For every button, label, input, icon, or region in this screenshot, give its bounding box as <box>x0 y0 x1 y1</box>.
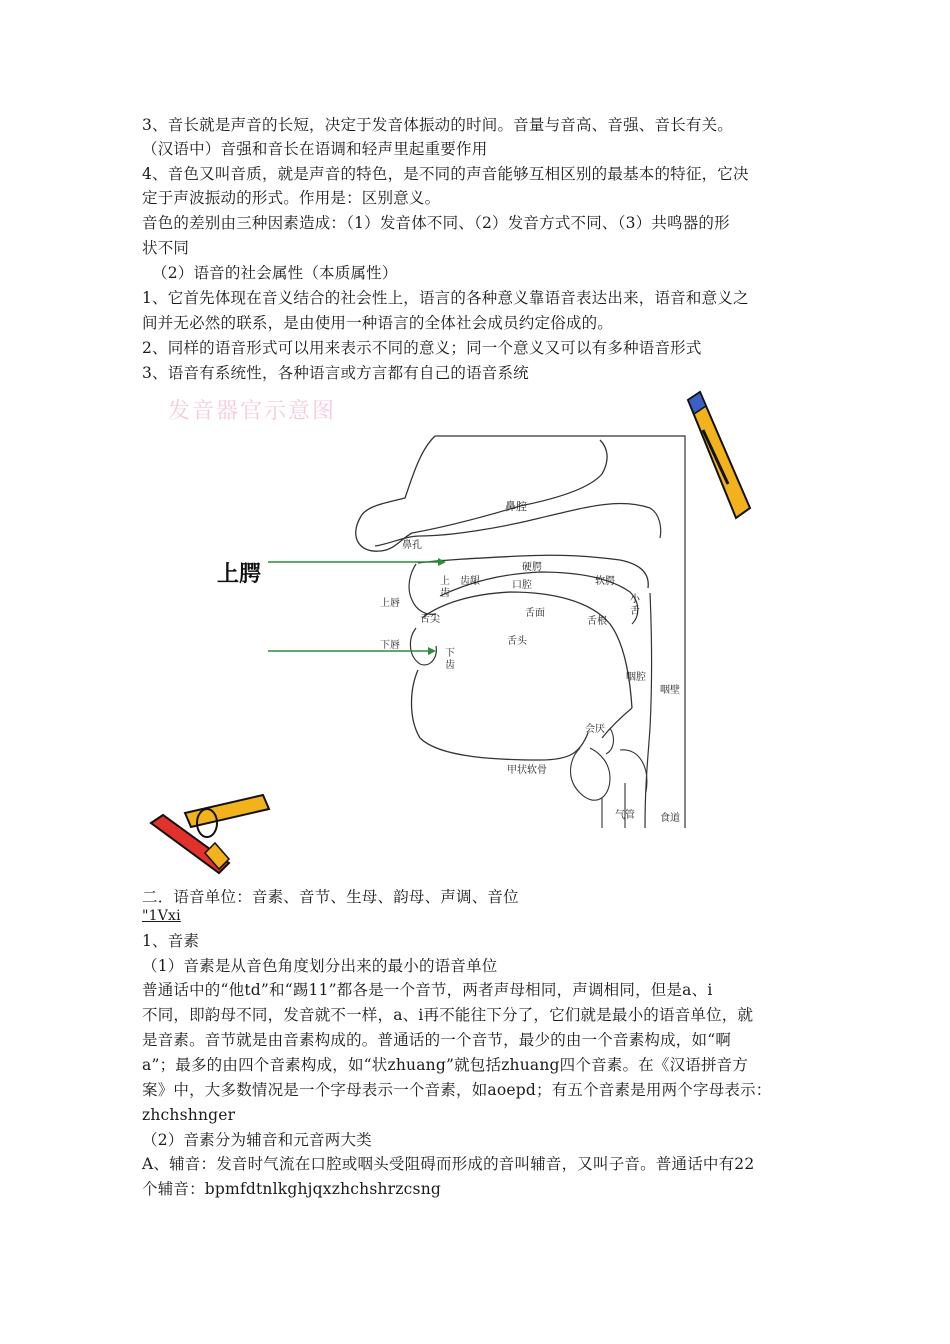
paragraph-line: 2、同样的语音形式可以用来表示不同的意义；同一个意义又可以有多种语音形式 <box>142 339 702 357</box>
paragraph-line: A、辅音：发音时气流在口腔或咽头受阻碍而形成的音叫辅音，又叫子音。普通话中有22 <box>142 1155 755 1173</box>
label-tongue-body: 舌头 <box>507 636 527 647</box>
label-soft-palate: 软腭 <box>595 576 615 587</box>
paragraph-line: 普通话中的“他td”和“踢11”都各是一个音节，两者声母相同，声调相同，但是a、i <box>142 981 713 999</box>
section-heading: （2）语音的社会属性（本质属性） <box>152 264 398 282</box>
label-epiglottis: 会厌 <box>585 724 605 735</box>
crayon-icon <box>688 392 750 518</box>
paragraph-line: 案》中，大多数情况是一个字母表示一个音素，如aoepd；有五个音素是用两个字母表示： <box>142 1081 772 1099</box>
figure-title: 发音器官示意图 <box>168 399 337 424</box>
paragraph-line: （2）音素分为辅音和元音两大类 <box>142 1131 372 1149</box>
section-heading: 二．语音单位：音素、音节、生母、韵母、声调、音位 <box>142 888 519 906</box>
paragraph-line: 4、音色又叫音质，就是声音的特色，是不同的声音能够互相区别的最基本的特征，它决 <box>142 165 749 183</box>
label-oral-cavity: 口腔 <box>512 580 532 591</box>
label-trachea: 气管 <box>615 810 635 821</box>
label-tongue-tip: 舌尖 <box>420 614 440 625</box>
paragraph-line: （1）音素是从音色角度划分出来的最小的语音单位 <box>142 957 498 975</box>
paragraph-line: zhchshnger <box>142 1106 236 1124</box>
label-hard-palate: 硬腭 <box>522 562 542 573</box>
label-uvula: 小舌 <box>630 594 640 617</box>
paragraph-line: a”；最多的由四个音素构成，如“状zhuang”就包括zhuang四个音素。在《汉语拼音方 <box>142 1056 749 1074</box>
paragraph-line: （汉语中）音强和音长在语调和轻声里起重要作用 <box>142 140 488 158</box>
label-lower-teeth: 下齿 <box>445 648 455 671</box>
paragraph-line: 不同，即韵母不同，发音就不一样，a、i再不能往下分了，它们就是最小的语音单位，就 <box>142 1006 754 1024</box>
paragraph-line: 3、语音有系统性，各种语言或方言都有自己的语音系统 <box>142 364 529 382</box>
paragraph-line: 音色的差别由三种因素造成：（1）发音体不同、（2）发音方式不同、（3）共鸣器的形 <box>142 214 730 232</box>
annotation-upper-palate: 上腭 <box>217 562 262 587</box>
label-upper-teeth: 上齿 <box>440 576 450 599</box>
label-thyroid: 甲状软骨 <box>507 765 547 776</box>
paragraph-line: 是音素。音节就是由音素构成的。普通话的一个音节，最少的由一个音素构成，如“啊 <box>142 1031 732 1049</box>
paragraph-line: 3、音长就是声音的长短，决定于发音体振动的时间。音量与音高、音强、音长有关。 <box>142 116 733 134</box>
label-pharynx: 咽腔 <box>626 672 646 683</box>
label-lower-lip: 下唇 <box>380 640 400 651</box>
label-nostril: 鼻孔 <box>402 540 422 551</box>
label-tongue-blade: 舌面 <box>525 608 545 619</box>
label-alveolar: 齿龈 <box>460 576 480 587</box>
label-nasal-cavity: 鼻腔 <box>505 500 527 513</box>
label-esophagus: 食道 <box>660 813 680 824</box>
paragraph-line: "1Vxi <box>142 908 181 924</box>
paragraph-line: 定于声波振动的形式。作用是：区别意义。 <box>142 189 441 207</box>
label-pharynx-wall: 咽壁 <box>660 685 680 696</box>
label-tongue-root: 舌根 <box>587 616 607 627</box>
paragraph-line: 个辅音：bpmfdtnlkghjqxzhchshrzcsng <box>142 1180 442 1198</box>
paragraph-line: 状不同 <box>142 239 190 257</box>
speech-organs-diagram <box>140 388 760 880</box>
label-upper-lip: 上唇 <box>380 598 400 609</box>
crayons-icon <box>151 795 269 873</box>
subheading: 1、音素 <box>142 932 200 950</box>
paragraph-line: 1、它首先体现在音义结合的社会性上，语言的各种意义靠语音表达出来，语音和意义之 <box>142 289 749 307</box>
paragraph-line: 间并无必然的联系，是由使用一种语言的全体社会成员约定俗成的。 <box>142 314 614 332</box>
